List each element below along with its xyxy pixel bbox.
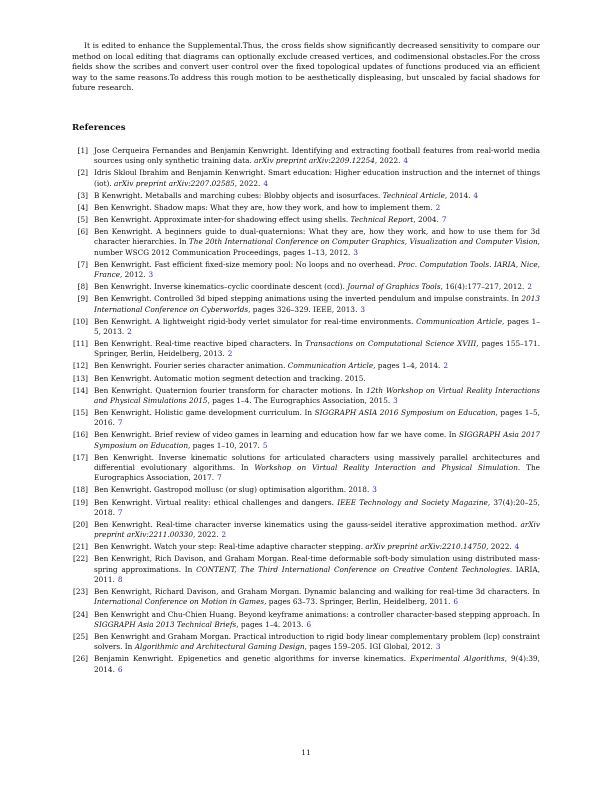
reference-details: , 2022. bbox=[486, 542, 512, 552]
reference-item bbox=[72, 520, 540, 541]
reference-details: , pages 1–5, 2016. bbox=[94, 407, 541, 428]
reference-authors-title: Ben Kenwright. Fast efficient fixed-size memory pool: No loops and no overhead. bbox=[94, 259, 398, 269]
reference-authors-title: Ben Kenwright. Quaternion fourier transform for character motions. In bbox=[94, 385, 367, 395]
reference-text bbox=[94, 282, 540, 292]
reference-number: [14] bbox=[73, 385, 88, 395]
intro-paragraph: It is edited to enhance the Supplemental.Thus, the cross fields show significantly decreased sensitivity to compare our method on local editing that diagrams can optionally exclude creased vertices, and codimensional obstacles.For the cross fields show the scribes and convert user control over the fixed topological updates of functions produced via an efficient way to the same reasons.To address this rough motion to be aesthetically displeasing, but unscaled by facial shadows for future research. bbox=[72, 41, 540, 93]
reference-text bbox=[94, 146, 540, 167]
reference-number: [1] bbox=[77, 146, 88, 155]
reference-number: [18] bbox=[73, 485, 88, 495]
reference-number: [22] bbox=[73, 554, 88, 564]
reference-details: , pages 1–4, 2014. bbox=[373, 361, 441, 371]
reference-venue: Technical Report bbox=[350, 214, 414, 224]
backref-link[interactable]: 4 bbox=[473, 190, 479, 200]
reference-authors-title: Ben Kenwright and Graham Morgan. Practical introduction to rigid body linear complementary problem (lcp) constraint solvers. In bbox=[94, 631, 540, 652]
reference-details: , pages 1–4. 2013. bbox=[236, 619, 304, 629]
reference-number: [17] bbox=[73, 452, 88, 462]
reference-text bbox=[94, 610, 540, 631]
reference-authors-title: B Kenwright. Metaballs and marching cubes: Blobby objects and isosurfaces. bbox=[94, 190, 383, 200]
reference-text bbox=[94, 294, 540, 315]
reference-venue: 2013 International Conference on Cyberworlds bbox=[94, 294, 540, 314]
reference-authors-title: Ben Kenwright. Real-time character inverse kinematics using the gauss-seidel iterative approximation method. bbox=[94, 519, 521, 529]
reference-authors-title: Ben Kenwright. A lightweight rigid-body verlet simulator for real-time environments. bbox=[94, 316, 417, 326]
reference-item bbox=[72, 498, 540, 519]
reference-item bbox=[72, 610, 540, 631]
reference-authors-title: Ben Kenwright, Rich Davison, and Graham Morgan. Real-time deformable soft-body simulation using distributed mass-spring approximations. In bbox=[94, 554, 540, 574]
reference-item bbox=[72, 587, 540, 608]
reference-authors-title: Ben Kenwright. Watch your step: Real-time adaptive character stepping. bbox=[94, 542, 366, 552]
reference-text bbox=[94, 498, 540, 519]
reference-item bbox=[72, 294, 540, 315]
reference-number: [12] bbox=[73, 361, 88, 371]
reference-text bbox=[94, 587, 540, 608]
reference-item bbox=[72, 282, 540, 292]
reference-text bbox=[94, 168, 540, 189]
backref-link[interactable]: 5 bbox=[262, 440, 268, 450]
reference-authors-title: Ben Kenwright. Shadow maps: What they are, how they work, and how to implement them. bbox=[94, 202, 433, 212]
reference-venue: CONTENT, The Third International Conference on Creative Content Technologies bbox=[196, 564, 510, 574]
reference-item bbox=[72, 215, 540, 225]
backref-link[interactable]: 3 bbox=[353, 247, 359, 257]
reference-venue: SIGGRAPH ASIA 2016 Symposium on Education bbox=[314, 407, 496, 417]
reference-details: . The Eurographics Association, 2017. bbox=[94, 463, 540, 483]
backref-link[interactable]: 2 bbox=[221, 530, 227, 540]
reference-number: [10] bbox=[73, 316, 88, 326]
reference-venue: Journal of Graphics Tools bbox=[347, 282, 441, 292]
reference-venue: Transactions on Computational Science XVIII bbox=[305, 339, 477, 349]
backref-link[interactable]: 2 bbox=[435, 202, 441, 212]
reference-text bbox=[94, 485, 540, 495]
reference-authors-title: Ben Kenwright. Inverse kinematic solutions for articulated characters using massively parallel architectures and differential evolutionary algorithms. In bbox=[94, 452, 540, 473]
reference-authors-title: Ben Kenwright. Inverse kinematics–cyclic coordinate descent (ccd). bbox=[94, 282, 348, 292]
reference-details: , pages 1–10, 2017. bbox=[188, 440, 260, 450]
reference-text bbox=[94, 430, 540, 451]
reference-text bbox=[94, 215, 540, 225]
reference-text bbox=[94, 408, 540, 429]
backref-link[interactable]: 4 bbox=[263, 178, 268, 188]
backref-link[interactable]: 3 bbox=[148, 270, 154, 280]
reference-text bbox=[94, 203, 540, 213]
reference-venue: arXiv preprint arXiv:2209.12254 bbox=[254, 156, 375, 166]
backref-link[interactable]: 3 bbox=[360, 304, 366, 314]
reference-item bbox=[72, 374, 540, 384]
reference-authors-title: Ben Kenwright. Holistic game development curriculum. In bbox=[94, 407, 315, 417]
backref-link[interactable]: 4 bbox=[514, 542, 520, 552]
reference-number: [3] bbox=[77, 190, 88, 200]
reference-venue: Proc. Computation Tools. IARIA, Nice, France bbox=[94, 259, 540, 280]
backref-link[interactable]: 8 bbox=[117, 575, 123, 585]
reference-venue: The 20th International Conference on Computer Graphics, Visualization and Computer Vision bbox=[188, 237, 538, 247]
reference-text bbox=[94, 191, 540, 201]
reference-details: , 2022. bbox=[192, 530, 219, 540]
reference-venue: Workshop on Virtual Reality Interaction and Physical Simulation bbox=[254, 463, 518, 473]
reference-venue: Experimental Algorithms bbox=[410, 654, 505, 664]
reference-number: [16] bbox=[73, 430, 88, 440]
reference-number: [23] bbox=[73, 587, 88, 597]
reference-venue: arXiv preprint arXiv:2207.02585 bbox=[114, 178, 235, 188]
reference-number: [6] bbox=[77, 227, 88, 237]
reference-authors-title: Ben Kenwright and Chu-Chien Huang. Beyond keyframe animations: a controller character-based stepping approach. In bbox=[94, 609, 540, 619]
backref-link[interactable]: 7 bbox=[117, 418, 123, 428]
reference-authors-title: Ben Kenwright. Virtual reality: ethical challenges and dangers. bbox=[94, 497, 338, 507]
reference-details: . IARIA, 2011. bbox=[94, 564, 540, 585]
reference-text bbox=[94, 632, 540, 653]
backref-link[interactable]: 2 bbox=[443, 361, 449, 371]
reference-venue: IEEE Technology and Society Magazine bbox=[337, 497, 488, 507]
reference-item bbox=[72, 542, 540, 552]
backref-link[interactable]: 2 bbox=[527, 282, 533, 292]
reference-number: [4] bbox=[77, 202, 88, 212]
reference-number: [25] bbox=[73, 631, 88, 641]
reference-number: [13] bbox=[73, 373, 88, 383]
reference-venue: Technical Article bbox=[382, 190, 445, 200]
reference-authors-title: Ben Kenwright. Real-time reactive biped characters. In bbox=[94, 339, 306, 349]
backref-link[interactable]: 3 bbox=[393, 395, 398, 405]
backref-link[interactable]: 6 bbox=[453, 597, 459, 607]
backref-link[interactable]: 6 bbox=[117, 664, 123, 674]
reference-item bbox=[72, 317, 540, 338]
reference-venue: Communication Article bbox=[287, 361, 374, 371]
reference-details: , pages 1–5, 2013. bbox=[94, 316, 540, 336]
reference-number: [19] bbox=[73, 497, 88, 507]
reference-text bbox=[94, 374, 540, 384]
reference-text bbox=[94, 260, 540, 281]
reference-number: [5] bbox=[77, 214, 88, 224]
reference-number: [7] bbox=[77, 259, 88, 269]
reference-details: , 37(4):20–25, 2018. bbox=[94, 497, 541, 517]
reference-details: , 9(4):39, 2014. bbox=[94, 654, 540, 674]
reference-number: [26] bbox=[73, 654, 88, 664]
backref-link[interactable]: 7 bbox=[217, 473, 222, 483]
reference-text bbox=[94, 520, 540, 541]
references-list bbox=[72, 146, 540, 677]
reference-number: [11] bbox=[73, 339, 88, 349]
references-heading: References bbox=[72, 123, 126, 133]
reference-details: , 2012. bbox=[120, 270, 146, 280]
reference-number: [2] bbox=[77, 168, 88, 178]
reference-authors-title: Idris Skloul Ibrahim and Benjamin Kenwright. Smart education: Higher education instruction and the internet of things (iot). bbox=[94, 168, 540, 188]
reference-item bbox=[72, 453, 540, 484]
reference-details: , 2014. bbox=[444, 190, 471, 200]
reference-authors-title: Jose Cerqueira Fernandes and Benjamin Kenwright. Identifying and extracting football features from real-world media sources using only synthetic training data. bbox=[94, 146, 540, 166]
reference-text bbox=[94, 542, 540, 552]
reference-item bbox=[72, 168, 540, 189]
reference-details: , 2004. bbox=[413, 214, 439, 224]
backref-link[interactable]: 2 bbox=[227, 349, 233, 359]
reference-number: [20] bbox=[73, 519, 88, 529]
reference-item bbox=[72, 554, 540, 585]
reference-venue: 12th Workshop on Virtual Reality Interactions and Physical Simulations 2015 bbox=[94, 385, 540, 405]
reference-text bbox=[94, 654, 540, 675]
reference-venue: International Conference on Motion in Games bbox=[94, 597, 265, 607]
reference-details: , pages 1–4. The Eurographics Association, 2015. bbox=[207, 395, 391, 405]
reference-item bbox=[72, 260, 540, 281]
reference-venue: Algorithmic and Architectural Gaming Design bbox=[134, 642, 305, 652]
reference-text bbox=[94, 339, 540, 360]
backref-link[interactable]: 7 bbox=[117, 507, 123, 517]
reference-text bbox=[94, 227, 540, 258]
reference-details: , number WSCG 2012 Communication Proceedings, pages 1–13, 2012. bbox=[94, 237, 540, 257]
reference-number: [15] bbox=[73, 407, 88, 417]
reference-item bbox=[72, 339, 540, 360]
backref-link[interactable]: 7 bbox=[441, 214, 447, 224]
reference-item bbox=[72, 191, 540, 201]
backref-link[interactable]: 3 bbox=[372, 485, 377, 495]
reference-item bbox=[72, 485, 540, 495]
reference-authors-title: Ben Kenwright. Brief review of video games in learning and education how far we have come. In bbox=[94, 430, 459, 440]
reference-venue: arXiv preprint arXiv:2210.14750 bbox=[365, 542, 487, 552]
reference-authors-title: Ben Kenwright. Fourier series character animation. bbox=[94, 361, 288, 371]
backref-link[interactable]: 2 bbox=[127, 326, 132, 336]
reference-details: , pages 155–171. Springer, Berlin, Heidelberg, 2013. bbox=[94, 339, 541, 359]
reference-details: , 2022. bbox=[234, 178, 261, 188]
reference-authors-title: Ben Kenwright. Gastropod mollusc (or slug) optimisation algorithm. 2018. bbox=[94, 485, 370, 495]
reference-number: [24] bbox=[73, 609, 88, 619]
reference-item bbox=[72, 408, 540, 429]
backref-link[interactable]: 6 bbox=[306, 619, 312, 629]
reference-item bbox=[72, 227, 540, 258]
reference-text bbox=[94, 386, 540, 407]
reference-item bbox=[72, 361, 540, 371]
reference-item bbox=[72, 654, 540, 675]
backref-link[interactable]: 4 bbox=[403, 156, 409, 166]
reference-text bbox=[94, 361, 540, 371]
reference-authors-title: Ben Kenwright, Richard Davison, and Graham Morgan. Dynamic balancing and walking for real-time 3d characters. In bbox=[94, 587, 540, 597]
reference-authors-title: Ben Kenwright. A beginners guide to dual-quaternions: What they are, how they work, and how to use them for 3d character hierarchies. In bbox=[94, 227, 540, 247]
reference-authors-title: Benjamin Kenwright. Epigenetics and genetic algorithms for inverse kinematics. bbox=[94, 654, 411, 664]
reference-details: , pages 63–73. Springer, Berlin, Heidelberg, 2011. bbox=[264, 597, 451, 607]
reference-text bbox=[94, 453, 540, 484]
reference-item bbox=[72, 632, 540, 653]
reference-venue: SIGGRAPH Asia 2013 Technical Briefs bbox=[94, 619, 237, 629]
reference-venue: arXiv preprint arXiv:2211.00330 bbox=[94, 519, 540, 540]
reference-text bbox=[94, 317, 540, 338]
reference-text bbox=[94, 554, 540, 585]
reference-item bbox=[72, 430, 540, 451]
reference-details: , pages 159–205. IGI Global, 2012. bbox=[304, 642, 433, 652]
reference-details: , pages 326–329. IEEE, 2013. bbox=[248, 304, 358, 314]
backref-link[interactable]: 3 bbox=[435, 642, 441, 652]
reference-item bbox=[72, 203, 540, 213]
reference-details: , 16(4):177–217, 2012. bbox=[440, 282, 525, 292]
reference-number: [8] bbox=[77, 282, 88, 292]
reference-number: [21] bbox=[73, 542, 88, 552]
reference-authors-title: Ben Kenwright. Approximate inter-for shadowing effect using shells. bbox=[94, 214, 351, 224]
reference-authors-title: Ben Kenwright. Automatic motion segment detection and tracking. 2015. bbox=[94, 373, 366, 383]
reference-venue: Communication Article bbox=[416, 316, 503, 326]
page-number: 11 bbox=[301, 748, 311, 757]
reference-item bbox=[72, 146, 540, 167]
reference-item bbox=[72, 386, 540, 407]
reference-venue: SIGGRAPH Asia 2017 Symposium on Education bbox=[94, 430, 540, 450]
reference-details: , 2022. bbox=[374, 156, 401, 166]
reference-number: [9] bbox=[77, 294, 88, 304]
reference-authors-title: Ben Kenwright. Controlled 3d biped stepping animations using the inverted pendulum and impulse constraints. In bbox=[94, 294, 522, 304]
